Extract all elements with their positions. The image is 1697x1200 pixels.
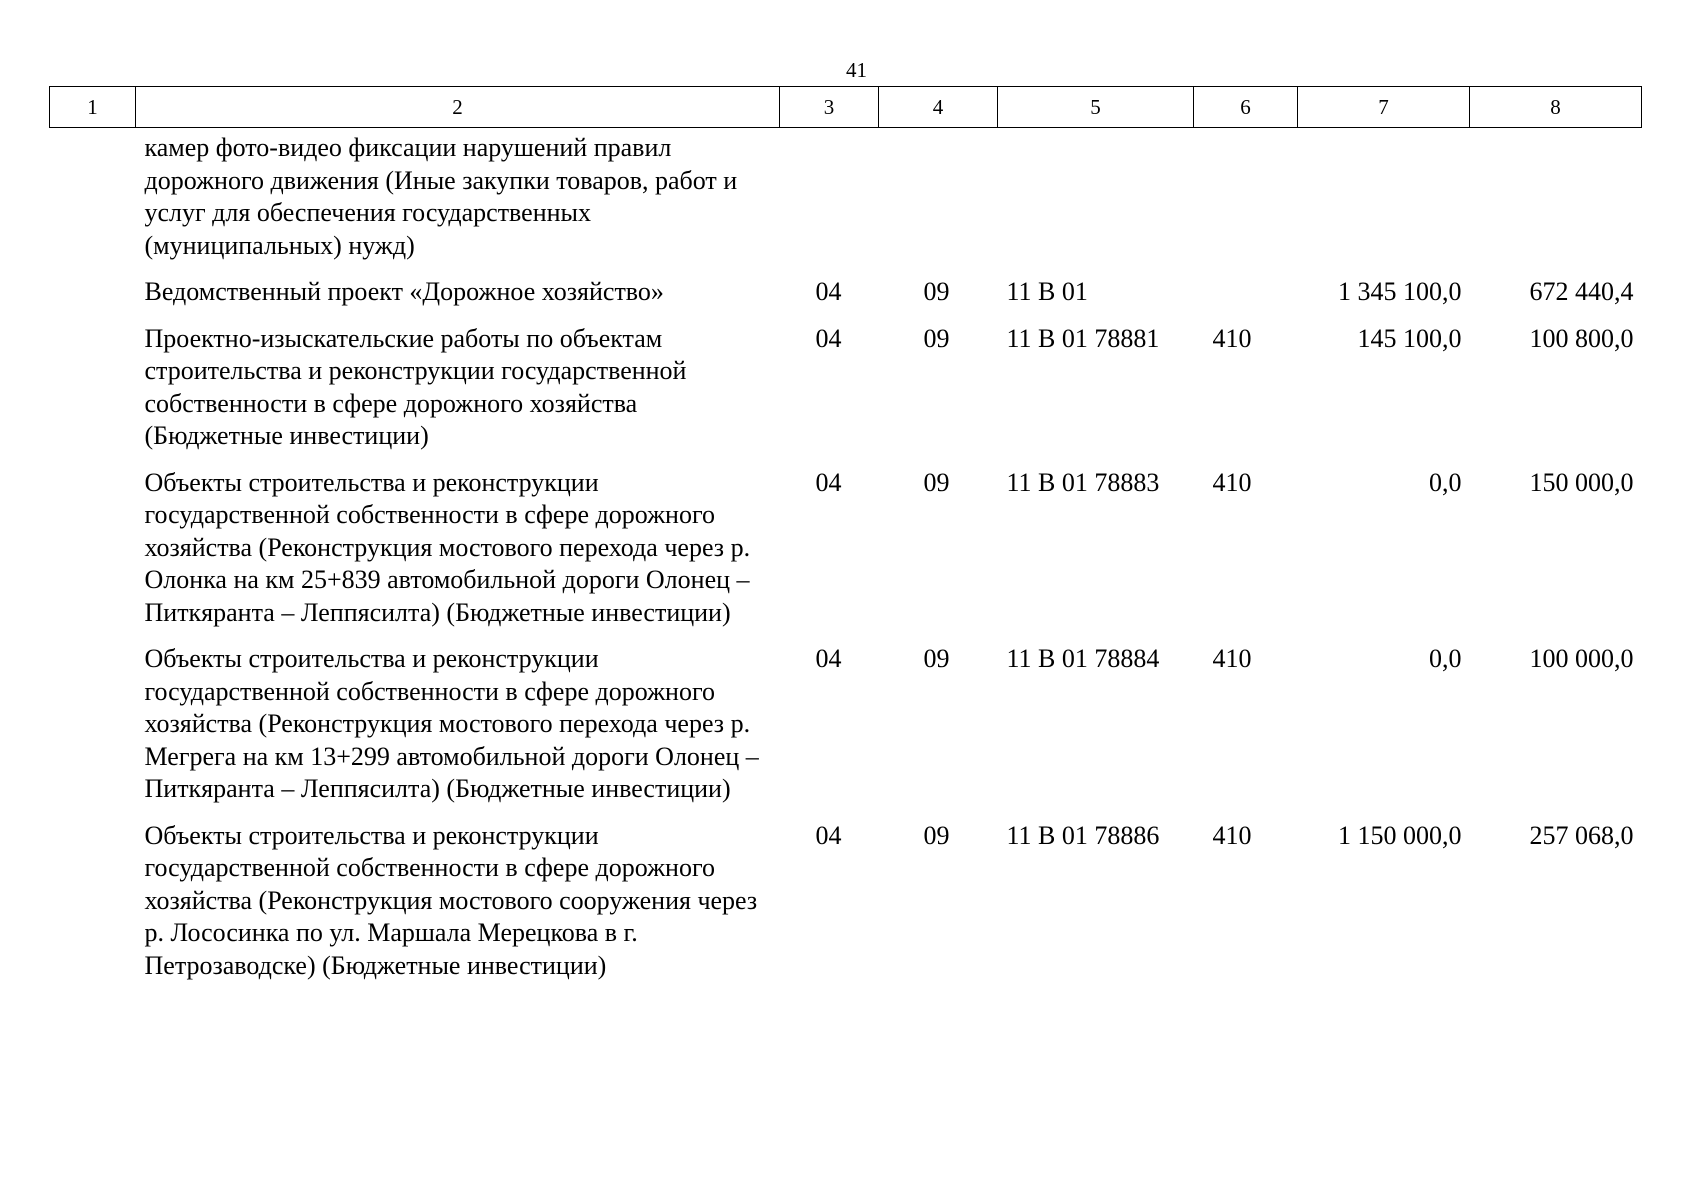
row-value-8: 257 068,0 [1529, 820, 1634, 850]
row-value-8: 672 440,4 [1529, 277, 1634, 306]
row-value-8: 100 000,0 [1529, 644, 1634, 673]
row-expense-type: 410 [1212, 644, 1252, 673]
column-number-7: 7 [1298, 87, 1470, 128]
page-number: 41 [846, 58, 867, 82]
table-row [50, 309, 1642, 453]
row-target-article: 11 В 01 [1006, 277, 1088, 306]
row-value-7: 1 150 000,0 [1338, 820, 1462, 850]
row-value-7: 145 100,0 [1357, 323, 1462, 353]
table-header [50, 87, 1642, 128]
row-description: Объекты строительства и реконструкции государственной собственности в сфере дорожного хозяйства (Реконструкция мостового перехода через р. Мегрега на км 13+299 автомобильной дороги Олонец – Питкяранта – Леппясилта) (Бюджетные инвестиции) [144, 644, 759, 803]
row-expense-type: 410 [1212, 467, 1252, 497]
row-description: Объекты строительства и реконструкции государственной собственности в сфере дорожного хозяйства (Реконструкция мостового перехода через р. Олонка на км 25+839 автомобильной дороги Олонец – Питкяранта – Леппясилта) (Бюджетные инвестиции) [144, 467, 751, 627]
row-value-8 [1470, 128, 1642, 263]
column-number-4: 4 [879, 87, 998, 128]
row-target-article: 11 В 01 78883 [1006, 467, 1160, 497]
row-description: камер фото-видео фиксации нарушений правил дорожного движения (Иные закупки товаров, работ и услуг для обеспечения государственных (муниципальных) нужд) [144, 133, 738, 260]
table-row [50, 262, 1642, 309]
row-target-article: 11 В 01 78886 [1006, 820, 1160, 850]
table-body [50, 128, 1642, 983]
row-subsection [879, 128, 998, 263]
column-number-1: 1 [50, 87, 136, 128]
row-expense-type [1194, 262, 1298, 309]
row-target-article: 11 В 01 78881 [1006, 323, 1160, 353]
row-expense-type: 410 [1212, 323, 1252, 353]
row-value-8: 100 800,0 [1529, 323, 1634, 353]
column-number-3: 3 [780, 87, 879, 128]
row-expense-type [1194, 128, 1298, 263]
column-number-5: 5 [998, 87, 1194, 128]
column-number-8: 8 [1470, 87, 1642, 128]
row-value-7: 0,0 [1429, 467, 1462, 497]
column-number-row [50, 87, 1642, 128]
row-section: 04 [815, 644, 842, 673]
column-number-6: 6 [1194, 87, 1298, 128]
row-section: 04 [815, 820, 842, 850]
table-row [50, 629, 1642, 806]
row-section: 04 [815, 277, 842, 306]
row-description: Объекты строительства и реконструкции государственной собственности в сфере дорожного хозяйства (Реконструкция мостового сооружения через р. Лососинка по ул. Маршала Мерецкова в г. Петрозаводске) (Бюджетные инвестиции) [144, 820, 758, 980]
table-row [50, 453, 1642, 630]
row-subsection: 09 [923, 323, 950, 353]
row-section [780, 128, 879, 263]
row-target-article: 11 В 01 78884 [1006, 644, 1160, 673]
row-description: Проектно-изыскательские работы по объектам строительства и реконструкции государственной собственности в сфере дорожного хозяйства (Бюджетные инвестиции) [144, 323, 687, 450]
table-row [50, 128, 1642, 263]
column-number-2: 2 [136, 87, 780, 128]
row-value-7: 1 345 100,0 [1338, 277, 1462, 306]
row-subsection: 09 [923, 644, 950, 673]
row-section: 04 [815, 467, 842, 497]
row-target-article [998, 128, 1194, 263]
budget-table [49, 86, 1642, 982]
row-subsection: 09 [923, 277, 950, 306]
row-value-7 [1298, 128, 1470, 263]
row-value-8: 150 000,0 [1529, 467, 1634, 497]
row-value-7: 0,0 [1429, 644, 1462, 673]
table-row [50, 806, 1642, 983]
row-expense-type: 410 [1212, 820, 1252, 850]
row-subsection: 09 [923, 467, 950, 497]
row-subsection: 09 [923, 820, 950, 850]
row-description: Ведомственный проект «Дорожное хозяйство» [144, 277, 664, 306]
row-section: 04 [815, 323, 842, 353]
